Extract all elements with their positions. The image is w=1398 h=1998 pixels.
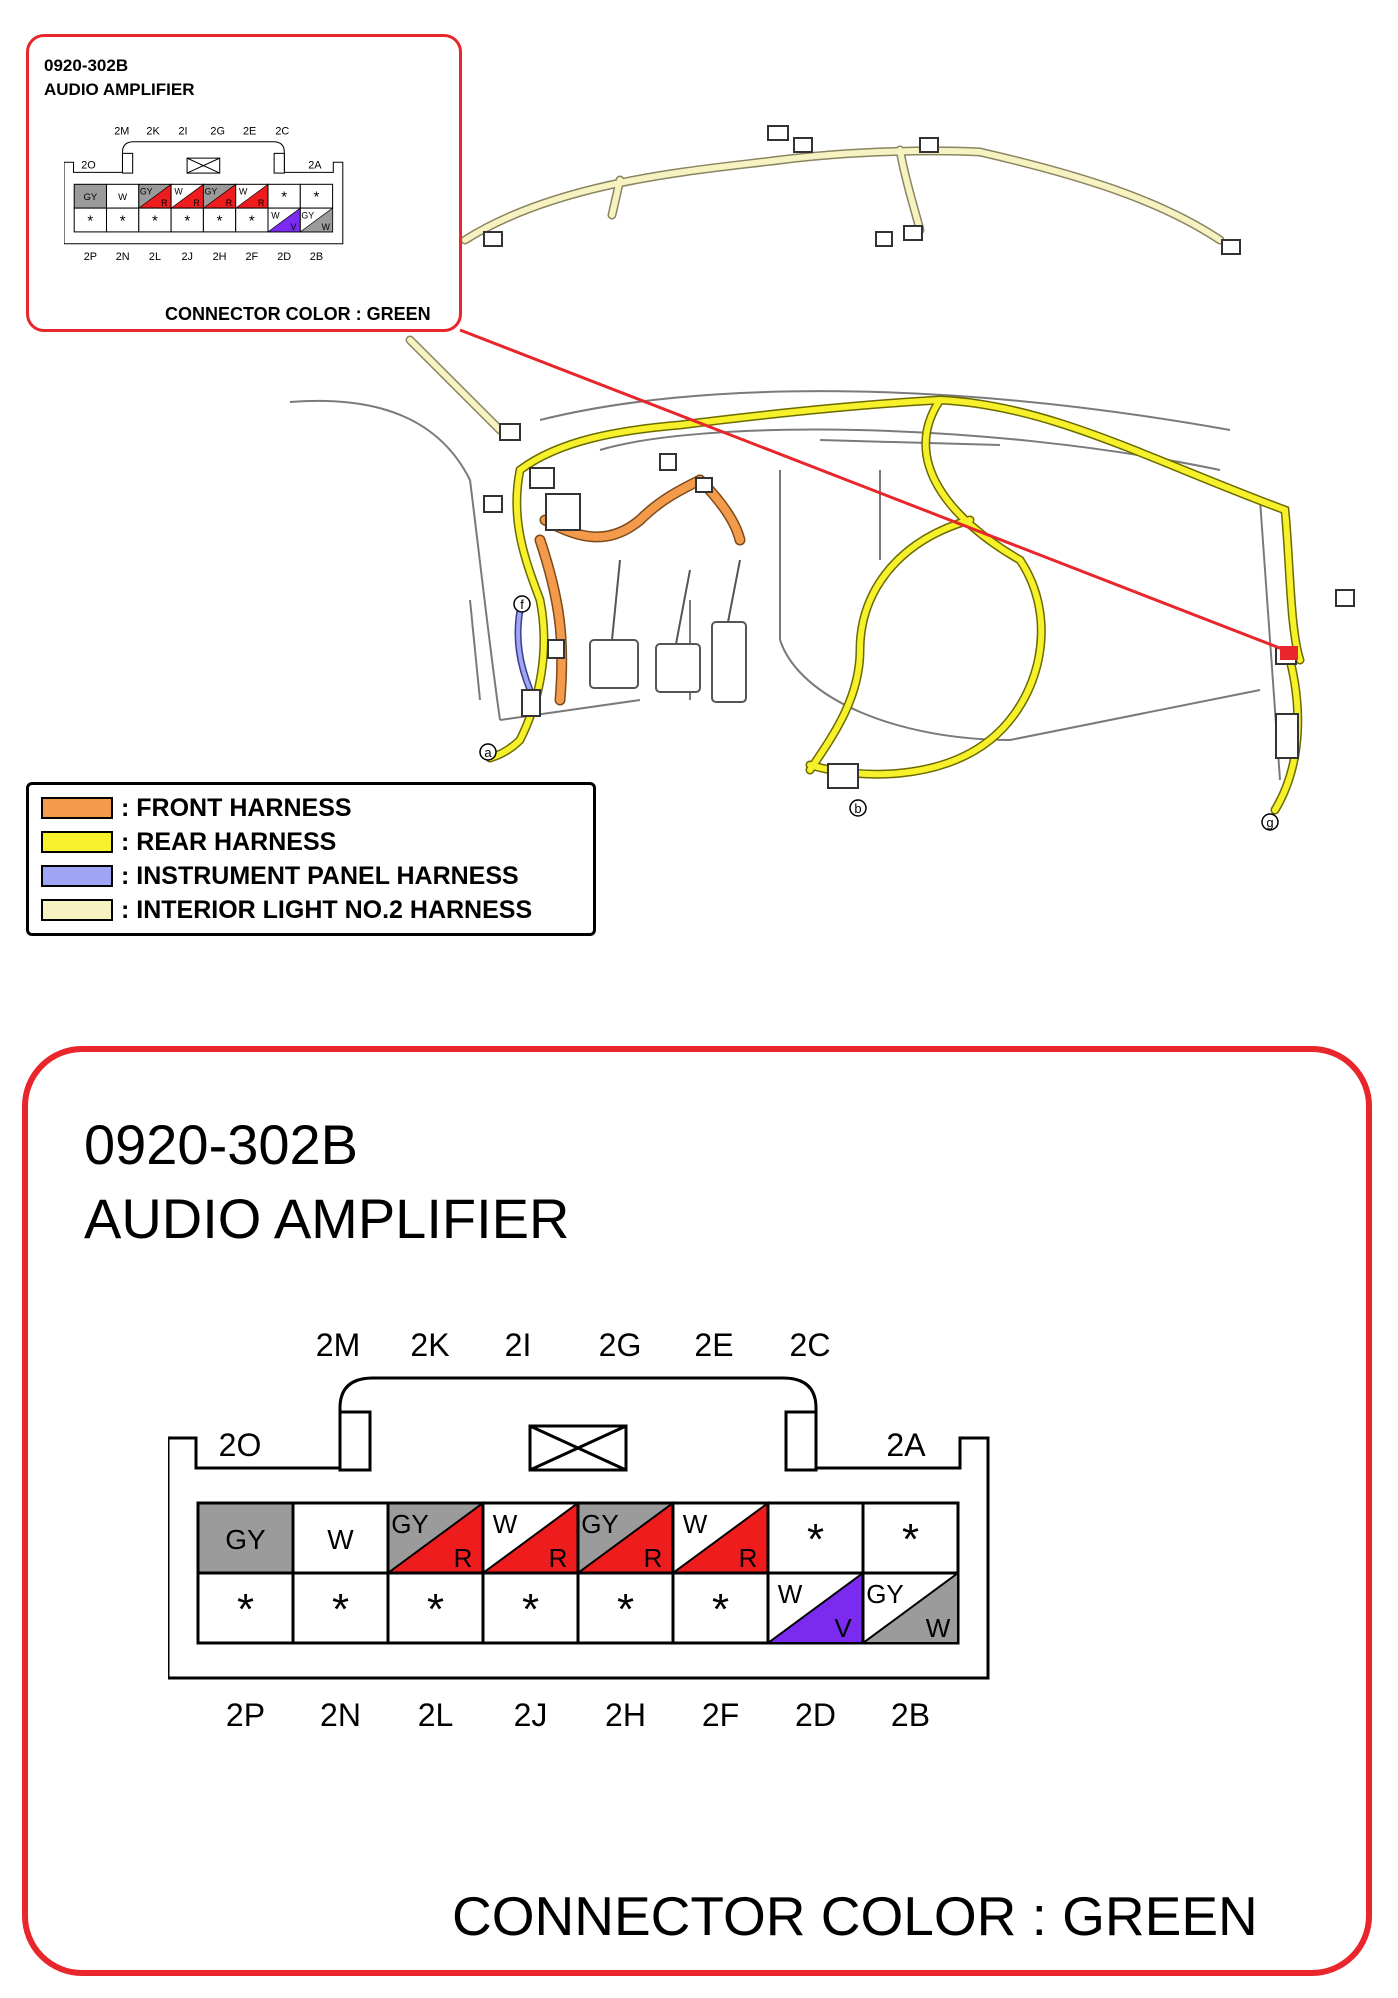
- big-label-bottom-2H: 2H: [605, 1697, 646, 1733]
- small-pin-r1-8-asterisk: *: [313, 188, 320, 206]
- small-label-top-2C: 2C: [275, 125, 290, 138]
- small-pin-r2-5-asterisk: *: [216, 212, 223, 230]
- small-pin-r1-4-main: W: [174, 186, 183, 197]
- small-pin-r1-5-sub: R: [225, 198, 233, 209]
- big-pin-r2-5-asterisk: *: [616, 1585, 635, 1634]
- small-pin-r1-2-main: W: [118, 191, 128, 203]
- small-label-top-2K: 2K: [146, 125, 160, 138]
- small-pin-r1-7-asterisk: *: [281, 188, 288, 206]
- big-latch-right: [786, 1412, 816, 1470]
- big-pin-r2-6-asterisk: *: [711, 1585, 730, 1634]
- legend-swatch-rear: [41, 831, 113, 853]
- connector-face: [168, 1308, 1228, 1808]
- small-label-bottom-2F: 2F: [245, 251, 259, 264]
- small-pin-r1-6-main: W: [239, 186, 248, 197]
- small-label-bottom-2B: 2B: [309, 251, 324, 264]
- big-pin-r2-3-asterisk: *: [426, 1585, 445, 1634]
- big-label-top-2C: 2C: [789, 1327, 831, 1363]
- big-label-bottom-2N: 2N: [320, 1697, 361, 1733]
- inset-connector-color-label: CONNECTOR COLOR : GREEN: [165, 304, 431, 324]
- big-label-top-2M: 2M: [315, 1327, 361, 1363]
- small-pin-r1-6-sub: R: [258, 198, 265, 209]
- big-pin-r2-8-sub: W: [925, 1613, 951, 1643]
- legend-label-interior-light: : INTERIOR LIGHT NO.2 HARNESS: [121, 895, 533, 924]
- big-pin-r1-5-main: GY: [581, 1509, 619, 1539]
- big-pin-r2-8-main: GY: [866, 1579, 904, 1609]
- legend-item-interior-light: [41, 895, 532, 925]
- small-latch-left: [122, 153, 132, 173]
- small-label-bottom-2H: 2H: [212, 251, 227, 264]
- small-pin-r2-8-main: GY: [301, 210, 315, 221]
- legend-item-instrument-panel: [41, 861, 519, 891]
- small-pin-r2-8-sub: W: [321, 221, 330, 232]
- big-pin-r1-8-asterisk: *: [901, 1515, 920, 1564]
- big-pin-r1-6-sub: R: [738, 1543, 758, 1573]
- small-pin-r1-3-sub: R: [161, 198, 168, 209]
- small-label-top-2I: 2I: [178, 125, 188, 138]
- callout-line: [460, 330, 1290, 652]
- legend-swatch-interior-light: [41, 899, 113, 921]
- callout-b: b: [854, 801, 862, 816]
- legend-swatch-instrument-panel: [41, 865, 113, 887]
- small-label-2A: 2A: [308, 159, 322, 172]
- legend-label-front: : FRONT HARNESS: [121, 793, 352, 822]
- callout-f: f: [520, 597, 524, 612]
- big-pin-r1-3-sub: R: [453, 1543, 473, 1573]
- small-latch-right: [274, 153, 284, 173]
- big-pin-r1-7-asterisk: *: [806, 1515, 825, 1564]
- big-pin-r1-6-main: W: [682, 1509, 708, 1539]
- small-pin-r2-3-asterisk: *: [152, 212, 158, 230]
- big-label-bottom-2J: 2J: [513, 1697, 548, 1733]
- big-pin-r1-2-main: W: [327, 1524, 354, 1555]
- small-label-2O: 2O: [81, 159, 96, 172]
- big-label-top-2I: 2I: [504, 1327, 532, 1363]
- big-pin-r1-4-main: W: [492, 1509, 518, 1539]
- big-label-top-2K: 2K: [410, 1327, 450, 1363]
- big-label-bottom-2B: 2B: [890, 1697, 931, 1733]
- small-pin-r2-7-main: W: [271, 210, 280, 221]
- connector-name: AUDIO AMPLIFIER: [84, 1187, 570, 1250]
- legend-label-rear: : REAR HARNESS: [121, 827, 337, 856]
- big-label-2O: 2O: [218, 1427, 262, 1463]
- small-label-bottom-2D: 2D: [277, 251, 292, 264]
- inset-connector-code: 0920-302B: [44, 56, 129, 75]
- small-label-top-2E: 2E: [242, 125, 257, 138]
- small-pin-r2-2-asterisk: *: [119, 212, 126, 230]
- small-label-bottom-2N: 2N: [115, 251, 130, 264]
- inset-connector-name: AUDIO AMPLIFIER: [44, 80, 195, 99]
- big-label-2A: 2A: [886, 1427, 926, 1463]
- big-pin-r2-7-sub: V: [834, 1613, 852, 1643]
- connector-code: 0920-302B: [84, 1113, 359, 1176]
- legend-item-front: [41, 793, 352, 823]
- big-pin-r2-2-asterisk: *: [331, 1585, 350, 1634]
- big-label-top-2G: 2G: [598, 1327, 642, 1363]
- small-label-top-2G: 2G: [210, 125, 225, 138]
- legend-label-instrument-panel: : INSTRUMENT PANEL HARNESS: [121, 861, 519, 890]
- small-pin-r1-1-main: GY: [83, 191, 98, 203]
- small-pin-r2-6-asterisk: *: [248, 212, 255, 230]
- big-pin-r1-3-main: GY: [391, 1509, 429, 1539]
- small-pin-r2-7-sub: V: [290, 221, 297, 232]
- small-pin-r1-5-main: GY: [204, 186, 218, 197]
- big-pin-r1-1-main: GY: [225, 1524, 266, 1555]
- big-pin-r2-4-asterisk: *: [521, 1585, 540, 1634]
- small-label-bottom-2J: 2J: [181, 251, 193, 264]
- big-latch-left: [340, 1412, 370, 1470]
- connector-color-label: CONNECTOR COLOR : GREEN: [452, 1885, 1258, 1947]
- big-pin-r1-5-sub: R: [643, 1543, 663, 1573]
- small-label-bottom-2L: 2L: [148, 251, 162, 264]
- small-pin-r1-4-sub: R: [193, 198, 200, 209]
- big-pin-r2-7-main: W: [777, 1579, 803, 1609]
- big-label-top-2E: 2E: [694, 1327, 734, 1363]
- small-label-bottom-2P: 2P: [83, 251, 98, 264]
- callout-g: g: [1266, 815, 1274, 830]
- callout-a: a: [484, 745, 492, 760]
- legend-item-rear: [41, 827, 336, 857]
- big-label-bottom-2L: 2L: [417, 1697, 454, 1733]
- legend-swatch-front: [41, 797, 113, 819]
- big-label-bottom-2F: 2F: [701, 1697, 740, 1733]
- inset-connector-face: [64, 118, 424, 288]
- big-pin-r2-1-asterisk: *: [236, 1585, 255, 1634]
- big-label-bottom-2P: 2P: [225, 1697, 266, 1733]
- small-label-top-2M: 2M: [114, 125, 130, 138]
- small-pin-r1-3-main: GY: [139, 186, 153, 197]
- big-pin-r1-4-sub: R: [548, 1543, 568, 1573]
- small-pin-r2-4-asterisk: *: [184, 212, 191, 230]
- harness-legend: [26, 782, 596, 936]
- small-pin-r2-1-asterisk: *: [87, 212, 94, 230]
- big-label-bottom-2D: 2D: [795, 1697, 836, 1733]
